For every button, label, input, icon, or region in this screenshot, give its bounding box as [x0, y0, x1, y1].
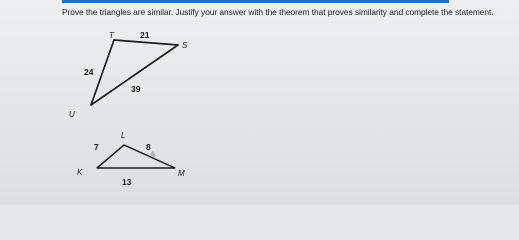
- side-lm-label: 8: [146, 142, 151, 152]
- vertex-l-label: L: [121, 131, 126, 140]
- triangle-klm-outline: [97, 145, 175, 168]
- vertex-t-label: T: [109, 31, 114, 40]
- question-text: Prove the triangles are similar. Justify your answer with the theorem that proves similarity and complete the statement.: [62, 7, 494, 17]
- triangle-tsu-outline: [91, 40, 178, 105]
- side-ts-label: 21: [140, 30, 150, 40]
- vertex-m-label: M: [178, 169, 185, 178]
- side-tu-label: 24: [84, 67, 94, 77]
- vertex-k-label: K: [77, 168, 83, 177]
- triangle-klm: [77, 131, 185, 187]
- triangle-tsu: [69, 30, 188, 119]
- side-kl-label: 7: [94, 142, 99, 152]
- vertex-s-label: S: [182, 41, 188, 50]
- vertex-u-label: U: [69, 110, 75, 119]
- side-km-label: 13: [122, 177, 132, 187]
- cursor-mark: [150, 151, 156, 157]
- side-us-label: 39: [131, 84, 141, 94]
